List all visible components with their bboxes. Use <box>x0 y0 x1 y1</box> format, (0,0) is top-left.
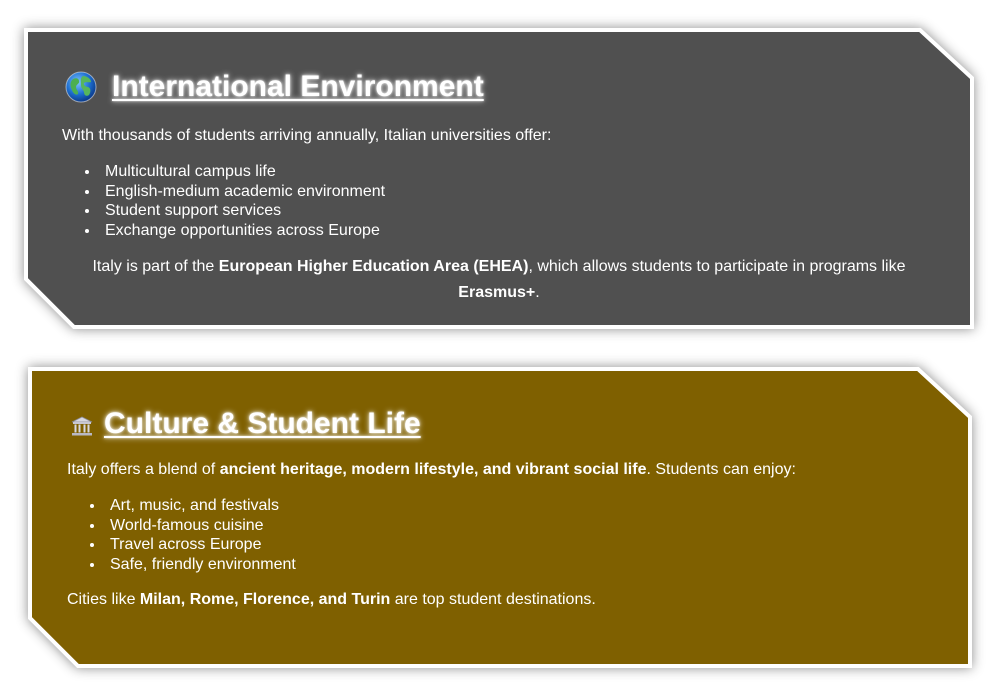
culture-student-life-title: Culture & Student Life <box>104 407 421 440</box>
intro-text: With thousands of students arriving annually, Italian universities offer: <box>62 127 552 144</box>
bullet-list <box>84 162 385 240</box>
paragraph-text: , which allows students to participate in programs like <box>528 258 906 275</box>
international-environment-card <box>24 28 974 329</box>
bullet-list <box>89 496 296 574</box>
intro-bold-text: ancient heritage, modern lifestyle, and vibrant social life <box>219 461 647 478</box>
list-item: Student support services <box>84 201 385 221</box>
list-item: Travel across Europe <box>89 535 296 555</box>
globe-icon <box>64 70 98 104</box>
list-item: World-famous cuisine <box>89 516 296 536</box>
list-item: Multicultural campus life <box>84 162 385 182</box>
culture-student-life-card <box>28 367 972 668</box>
paragraph-text: Cities like <box>67 591 140 608</box>
list-item: Exchange opportunities across Europe <box>84 221 385 241</box>
paragraph-text: are top student destinations. <box>390 591 596 608</box>
paragraph-text: . <box>535 284 540 301</box>
list-item: English-medium academic environment <box>84 182 385 202</box>
cities-bold-text: Milan, Rome, Florence, and Turin <box>139 591 391 608</box>
intro-text <box>67 460 796 480</box>
erasmus-bold-text: Erasmus+ <box>458 284 536 301</box>
list-item: Safe, friendly environment <box>89 555 296 575</box>
intro-text-part: Italy offers a blend of <box>67 461 220 478</box>
card-title <box>70 404 421 444</box>
ehea-bold-text: European Higher Education Area (EHEA) <box>218 258 529 275</box>
international-environment-title: International Environment <box>112 70 484 103</box>
paragraph-text: Italy is part of the <box>92 258 219 275</box>
intro-text-part: . Students can enjoy: <box>646 461 796 478</box>
ehea-paragraph <box>64 254 934 306</box>
card-title <box>64 67 484 107</box>
cities-paragraph <box>67 587 596 613</box>
list-item: Art, music, and festivals <box>89 496 296 516</box>
classical-building-icon <box>70 414 94 438</box>
